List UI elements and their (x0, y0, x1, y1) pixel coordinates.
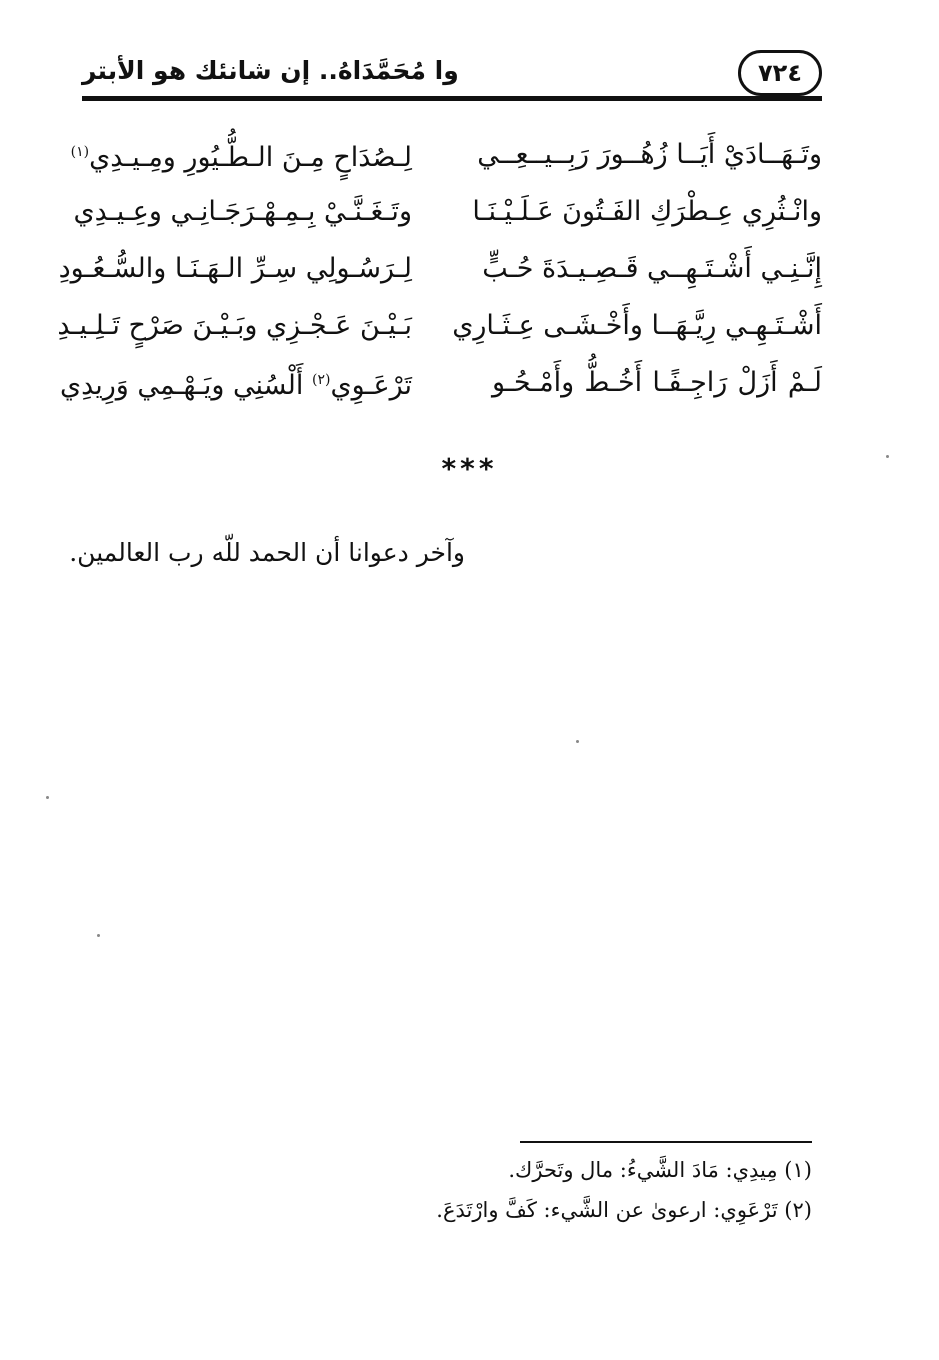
verse-first-hemistich: لَـمْ أَزَلْ رَاجِـفًـا أَخُـطُّ وأَمْـحُـو (492, 366, 822, 398)
closing-line: وآخر دعوانا أن الحمد للّه رب العالمين. (69, 538, 465, 567)
poem-verse (70, 126, 822, 183)
verse-first-hemistich: وانْـثُرِي عِـطْرَكِ الفَـتُونَ عَـلَـيْـنَـا (472, 195, 822, 227)
running-title: وا مُحَمَّدَاهُ.. إن شانئك هو الأبتر (82, 56, 459, 85)
scan-speck (576, 740, 579, 743)
verse-second-hemistich (59, 360, 412, 406)
poem-verse (73, 183, 822, 240)
verse-first-hemistich: وتَـهَــادَيْ أَيَــا زُهُــورَ رَبِــيــعِــي (477, 138, 822, 170)
verse-second-hemistich: لِـرَسُـولِي سِـرِّ الـهَـنَـا والسُّـعُـودِ (58, 252, 412, 284)
hemistich-text: أَلْسُنِي ويَـهْـمِي وَرِيدِي (59, 369, 304, 401)
header-rule (82, 96, 822, 101)
poem (57, 126, 822, 411)
footnote: (٢) تَرْعَوِي: ارعوىٰ عن الشَّيء: كَفَّ وارْتَدَعَ. (436, 1198, 812, 1222)
hemistich-word: تَرْعَـوِي (330, 369, 412, 401)
verse-first-hemistich: إِنَّـنِـي أَشْـتَـهِــي قَـصِـيـدَةَ حُـبٍّ (482, 252, 822, 284)
scan-speck (46, 796, 49, 799)
footnote-marker: (٢) (312, 371, 331, 388)
verse-second-hemistich: وتَـغَـنَّـيْ بِـمِـهْـرَجَـانِـي وعِـيـدِي (73, 195, 412, 227)
scan-speck (97, 934, 100, 937)
section-separator: *** (441, 452, 498, 485)
footnote-marker: (١) (70, 143, 90, 160)
verse-second-hemistich (70, 132, 412, 178)
page-number: ٧٢٤ (738, 50, 822, 96)
footnote-rule (520, 1141, 812, 1143)
verse-second-hemistich: بَـيْـنَ عَـجْـزِي وبَـيْـنَ صَرْحٍ تَـلِـيـدِ (57, 309, 412, 341)
scan-speck (886, 455, 889, 458)
footnote: (١) مِيدِي: مَادَ الشَّيءُ: مال وتَحرَّك. (508, 1158, 812, 1182)
poem-verse (59, 354, 822, 411)
verse-first-hemistich: أَشْـتَـهِـي رِيَّـهَــا وأَخْـشَـى عِـثَـارِي (452, 309, 822, 341)
hemistich-text: لِـصُدَاحٍ مِـنَ الـطُّـيُورِ ومِـيـدِي (89, 141, 412, 173)
poem-verse (57, 297, 822, 354)
poem-verse (58, 240, 822, 297)
footnotes (436, 1150, 812, 1230)
page-header (82, 50, 822, 100)
